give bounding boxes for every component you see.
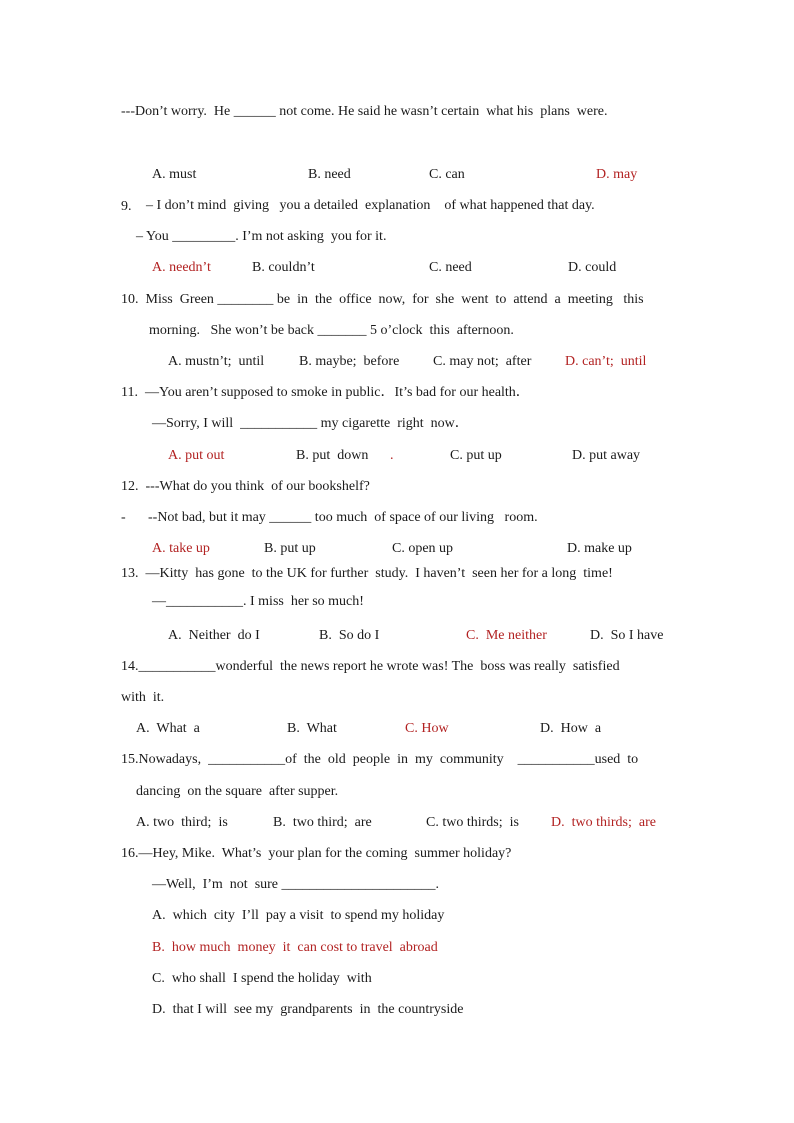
q9-option-b: B. couldn’t xyxy=(252,260,315,275)
q14-option-a: A. What a xyxy=(136,721,200,736)
q9-option-c: C. need xyxy=(429,260,472,275)
q13-option-b: B. So do I xyxy=(319,628,380,643)
q13-option-a: A. Neither do I xyxy=(168,628,260,643)
q13-option-c-answer: C. Me neither xyxy=(466,628,547,643)
q14-line2: with it. xyxy=(121,690,165,705)
q12-option-c: C. open up xyxy=(392,541,454,556)
q13-line2: —___________. I miss her so much! xyxy=(152,594,364,609)
q14-option-d: D. How a xyxy=(540,721,602,736)
q10-option-b: B. maybe; before xyxy=(299,354,400,369)
q14-line1: 14.___________wonderful the news report he wrote was! The boss was really satisfied xyxy=(121,659,620,674)
q11-stray-period: . xyxy=(390,448,394,463)
q12-dash: - xyxy=(121,510,126,525)
q15-option-c: C. two thirds; is xyxy=(426,815,519,830)
q12-option-b: B. put up xyxy=(264,541,316,556)
q11-line2: —Sorry, I will ___________ my cigarette right now． xyxy=(152,416,469,431)
q9-number: 9. xyxy=(121,199,132,214)
q16-line2: —Well, I’m not sure ______________________. xyxy=(152,877,440,892)
q8-option-c: C. can xyxy=(429,167,465,182)
q8-option-b: B. need xyxy=(308,167,351,182)
q12-option-a-answer: A. take up xyxy=(152,541,210,556)
q10-option-d-answer: D. can’t; until xyxy=(565,354,647,369)
q10-option-c: C. may not; after xyxy=(433,354,532,369)
q15-option-b: B. two third; are xyxy=(273,815,372,830)
q13-line1: 13. —Kitty has gone to the UK for further study. I haven’t seen her for a long time! xyxy=(121,566,613,581)
q10-line2: morning. She won’t be back _______ 5 o’clock this afternoon. xyxy=(149,323,514,338)
q8-stem: ---Don’t worry. He ______ not come. He said he wasn’t certain what his plans were. xyxy=(121,104,608,119)
q8-option-d-answer: D. may xyxy=(596,167,638,182)
q11-option-b: B. put down xyxy=(296,448,369,463)
q15-line1: 15.Nowadays, ___________of the old people in my community ___________used to xyxy=(121,752,639,767)
q14-option-b: B. What xyxy=(287,721,337,736)
q9-line2: – You _________. I’m not asking you for it. xyxy=(136,229,387,244)
q12-option-d: D. make up xyxy=(567,541,632,556)
q8-option-a: A. must xyxy=(152,167,197,182)
q9-option-d: D. could xyxy=(568,260,617,275)
q10-option-a: A. mustn’t; until xyxy=(168,354,265,369)
q16-option-b-answer: B. how much money it can cost to travel abroad xyxy=(152,940,438,955)
q13-option-d: D. So I have xyxy=(590,628,664,643)
q9-line1: – I don’t mind giving you a detailed explanation of what happened that day. xyxy=(146,198,595,213)
q15-option-a: A. two third; is xyxy=(136,815,228,830)
q12-line1: 12. ---What do you think of our bookshelf? xyxy=(121,479,370,494)
q11-option-a-answer: A. put out xyxy=(168,448,225,463)
q15-option-d-answer: D. two thirds; are xyxy=(551,815,656,830)
q16-line1: 16.—Hey, Mike. What’s your plan for the coming summer holiday? xyxy=(121,846,512,861)
q9-option-a-answer: A. needn’t xyxy=(152,260,211,275)
q16-option-a: A. which city I’ll pay a visit to spend my holiday xyxy=(152,908,445,923)
q15-line2: dancing on the square after supper. xyxy=(136,784,339,799)
q16-option-d: D. that I will see my grandparents in the countryside xyxy=(152,1002,464,1017)
q16-option-c: C. who shall I spend the holiday with xyxy=(152,971,372,986)
q12-line2: --Not bad, but it may ______ too much of space of our living room. xyxy=(148,510,538,525)
q11-line1: 11. —You aren’t supposed to smoke in public．It’s bad for our health． xyxy=(121,385,530,400)
q11-option-c: C. put up xyxy=(450,448,502,463)
q11-option-d: D. put away xyxy=(572,448,641,463)
q14-option-c-answer: C. How xyxy=(405,721,449,736)
q10-line1: 10. Miss Green ________ be in the office now, for she went to attend a meeting this xyxy=(121,292,644,307)
